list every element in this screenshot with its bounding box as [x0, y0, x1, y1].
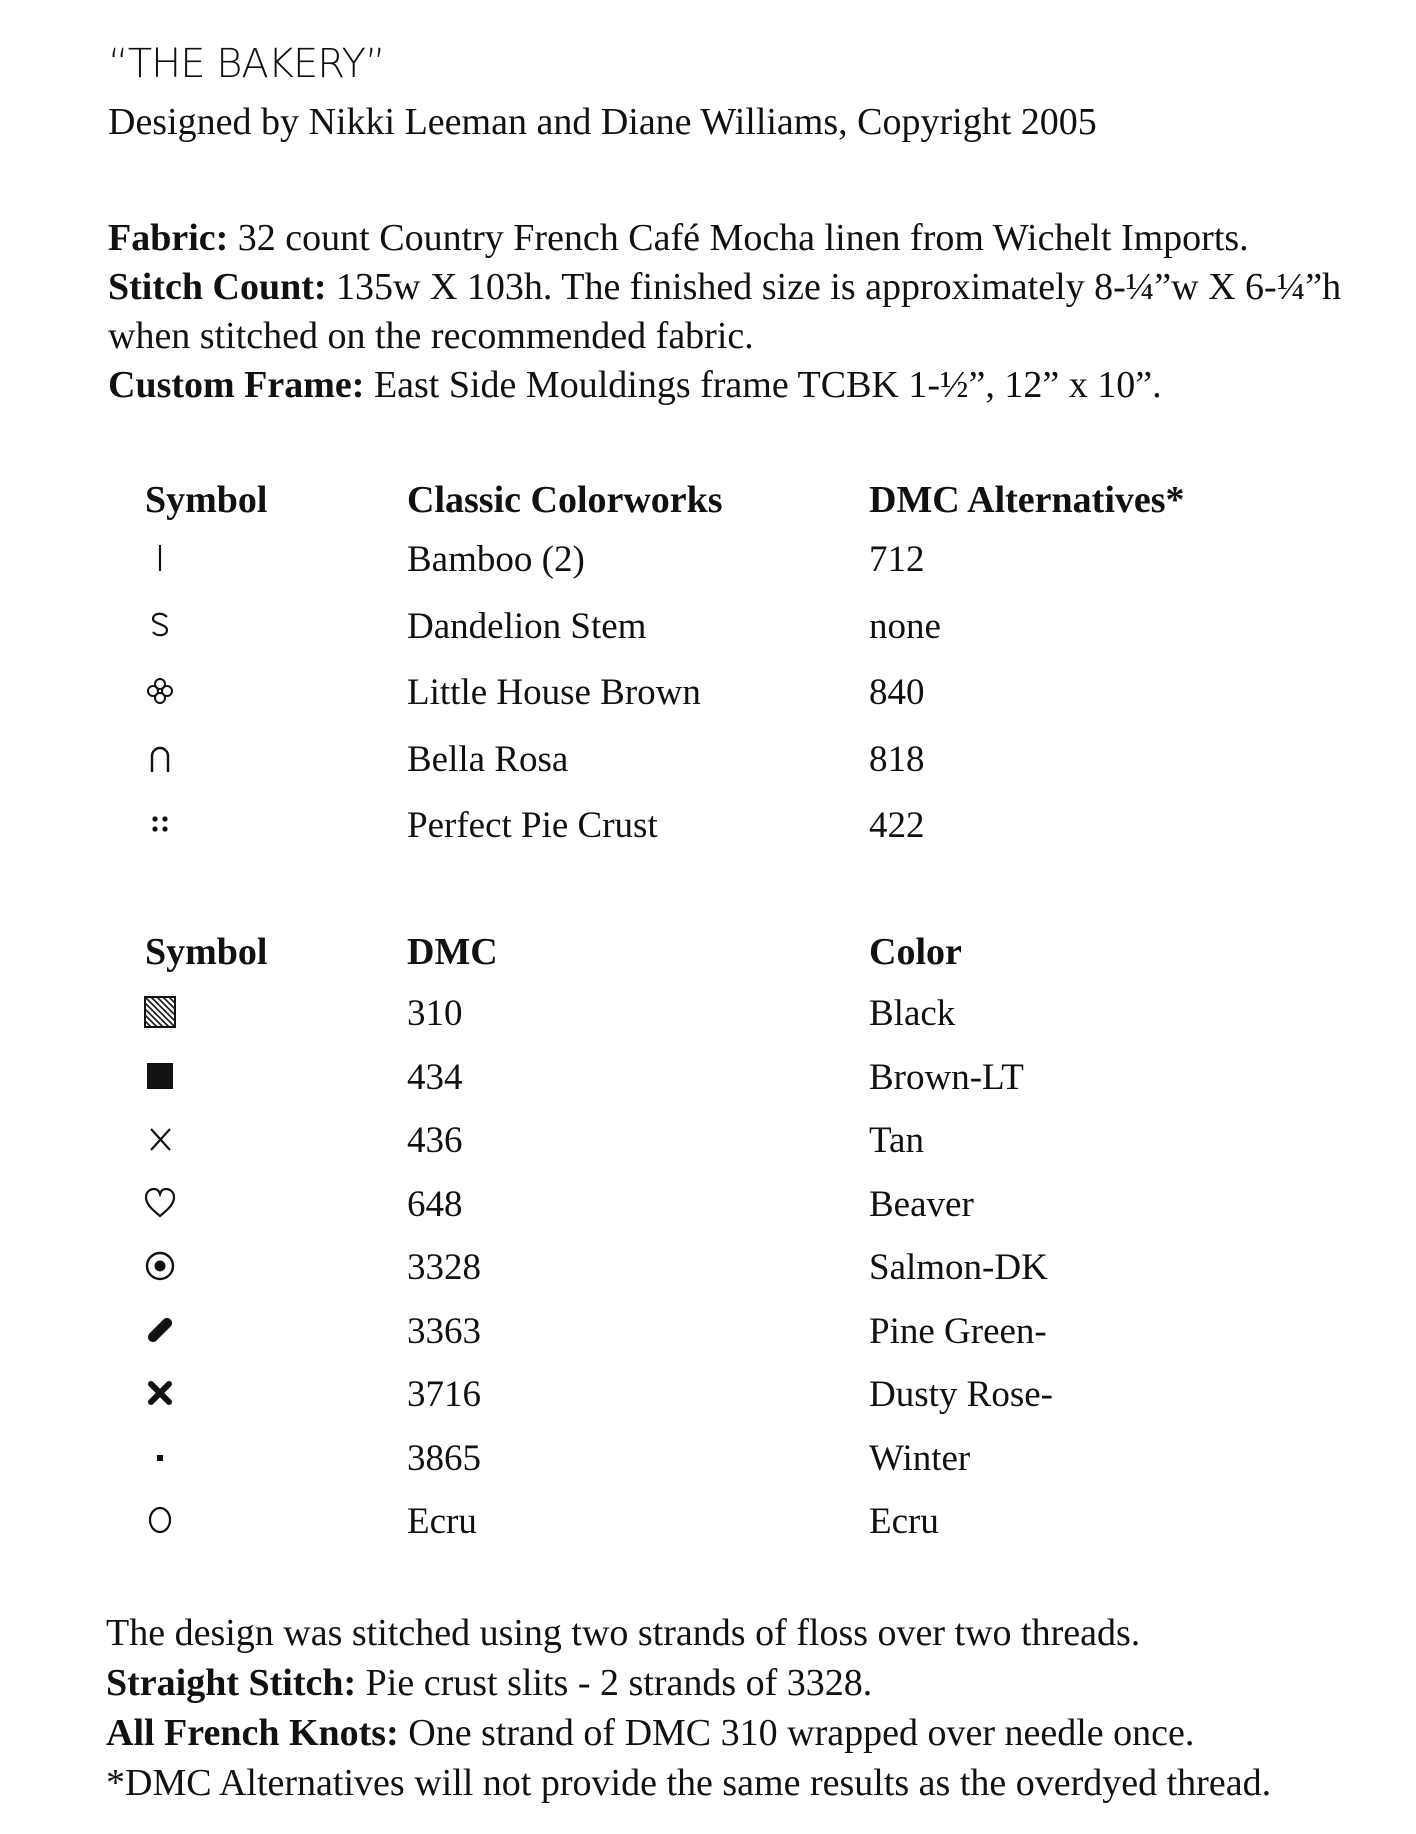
dmc-dmc: Ecru	[407, 1501, 477, 1542]
colorworks-row	[0, 738, 1416, 798]
colorworks-row	[0, 804, 1416, 864]
dmc-color: Beaver	[869, 1183, 974, 1225]
colorworks-row	[0, 605, 1416, 665]
colorworks-row	[0, 538, 1416, 598]
small-dot-icon	[142, 1437, 178, 1477]
dmc-row	[0, 1056, 1416, 1116]
dmc-row	[0, 1119, 1416, 1179]
dmc-row	[0, 992, 1416, 1052]
colorworks-name: Little House Brown	[407, 672, 701, 713]
stitch-count-line	[108, 263, 1368, 361]
quatrefoil-icon	[142, 671, 178, 711]
french-knots-text: One strand of DMC 310 wrapped over needle once.	[398, 1712, 1195, 1754]
colorworks-header-name: Classic Colorworks	[407, 479, 723, 521]
dmc-dmc: 3865	[407, 1437, 481, 1479]
dmc-dmc: 310	[407, 993, 463, 1034]
fabric-line	[108, 214, 1368, 263]
instructions-footer	[106, 1608, 1406, 1808]
dmc-row	[0, 1437, 1416, 1497]
dmc-color: Winter	[869, 1437, 971, 1479]
colorworks-alt: 712	[869, 539, 925, 580]
dmc-row	[0, 1183, 1416, 1243]
colorworks-alt: 818	[869, 738, 925, 780]
custom-frame-text: East Side Mouldings frame TCBK 1-½”, 12” x 10”.	[364, 364, 1162, 406]
colorworks-name: Bamboo (2)	[407, 539, 585, 580]
custom-frame-label: Custom Frame:	[108, 364, 365, 406]
vertical-bar-icon	[142, 538, 178, 578]
colorworks-alt: 422	[869, 805, 925, 846]
custom-frame-line	[108, 361, 1368, 410]
dmc-color: Salmon-DK	[869, 1247, 1048, 1288]
dmc-header-row	[0, 930, 1416, 990]
dmc-dmc: 3363	[407, 1310, 481, 1352]
colorworks-name: Dandelion Stem	[407, 605, 647, 647]
dmc-dmc: 434	[407, 1056, 463, 1098]
straight-stitch-text: Pie crust slits - 2 strands of 3328.	[356, 1662, 873, 1704]
dmc-color: Pine Green-	[869, 1310, 1047, 1352]
dmc-alternatives-note: *DMC Alternatives will not provide the same results as the overdyed thread.	[106, 1762, 1272, 1804]
designer-credit: Designed by Nikki Leeman and Diane Williams, Copyright 2005	[108, 101, 1097, 143]
four-dots-icon	[142, 804, 178, 844]
page-title: “THE BAKERY”	[108, 41, 385, 87]
dmc-dmc: 648	[407, 1183, 463, 1225]
dmc-color: Tan	[869, 1120, 924, 1161]
x-mark-icon	[142, 1119, 178, 1159]
french-knots-label: All French Knots:	[106, 1712, 399, 1754]
hatched-square-icon	[142, 992, 178, 1032]
filled-square-icon	[142, 1056, 178, 1096]
colorworks-alt: none	[869, 605, 941, 647]
dmc-row	[0, 1310, 1416, 1370]
straight-stitch-label: Straight Stitch:	[106, 1662, 357, 1704]
stitch-count-label: Stitch Count:	[108, 266, 327, 308]
leaf-icon	[142, 1310, 178, 1350]
dmc-color: Ecru	[869, 1501, 939, 1542]
colorworks-header-alternative: DMC Alternatives*	[869, 479, 1185, 521]
circle-outline-icon	[142, 1500, 178, 1540]
dmc-header-number: DMC	[407, 931, 498, 973]
stitching-note: The design was stitched using two strands of floss over two threads.	[106, 1612, 1141, 1654]
dmc-row	[0, 1500, 1416, 1560]
fabric-label: Fabric:	[108, 217, 229, 259]
dmc-color: Dusty Rose-	[869, 1374, 1053, 1415]
dmc-color: Brown-LT	[869, 1056, 1024, 1098]
straight-stitch-line	[106, 1658, 1406, 1708]
s-curve-icon	[142, 605, 178, 645]
dmc-header-color: Color	[869, 931, 962, 973]
bold-x-icon	[142, 1373, 178, 1413]
dmc-dmc: 3716	[407, 1374, 481, 1415]
french-knots-line	[106, 1708, 1406, 1758]
colorworks-row	[0, 671, 1416, 731]
dmc-color: Black	[869, 993, 956, 1034]
dmc-dmc: 436	[407, 1120, 463, 1161]
colorworks-header-row	[0, 478, 1416, 538]
dmc-header-symbol: Symbol	[145, 931, 268, 973]
dmc-row	[0, 1246, 1416, 1306]
spec-block	[108, 214, 1368, 410]
bullseye-icon	[142, 1246, 178, 1286]
stitch-count-text: 135w X 103h. The finished size is approximately 8-¼”w X 6-¼”h when stitched on the recommended fabric.	[108, 266, 1342, 357]
dmc-dmc: 3328	[407, 1247, 481, 1288]
dmc-row	[0, 1373, 1416, 1433]
colorworks-alt: 840	[869, 672, 925, 713]
heart-outline-icon	[142, 1183, 178, 1223]
colorworks-name: Bella Rosa	[407, 738, 569, 780]
colorworks-name: Perfect Pie Crust	[407, 805, 658, 846]
colorworks-header-symbol: Symbol	[145, 479, 268, 521]
fabric-text: 32 count Country French Café Mocha linen from Wichelt Imports.	[228, 217, 1249, 259]
arch-icon	[142, 738, 178, 778]
